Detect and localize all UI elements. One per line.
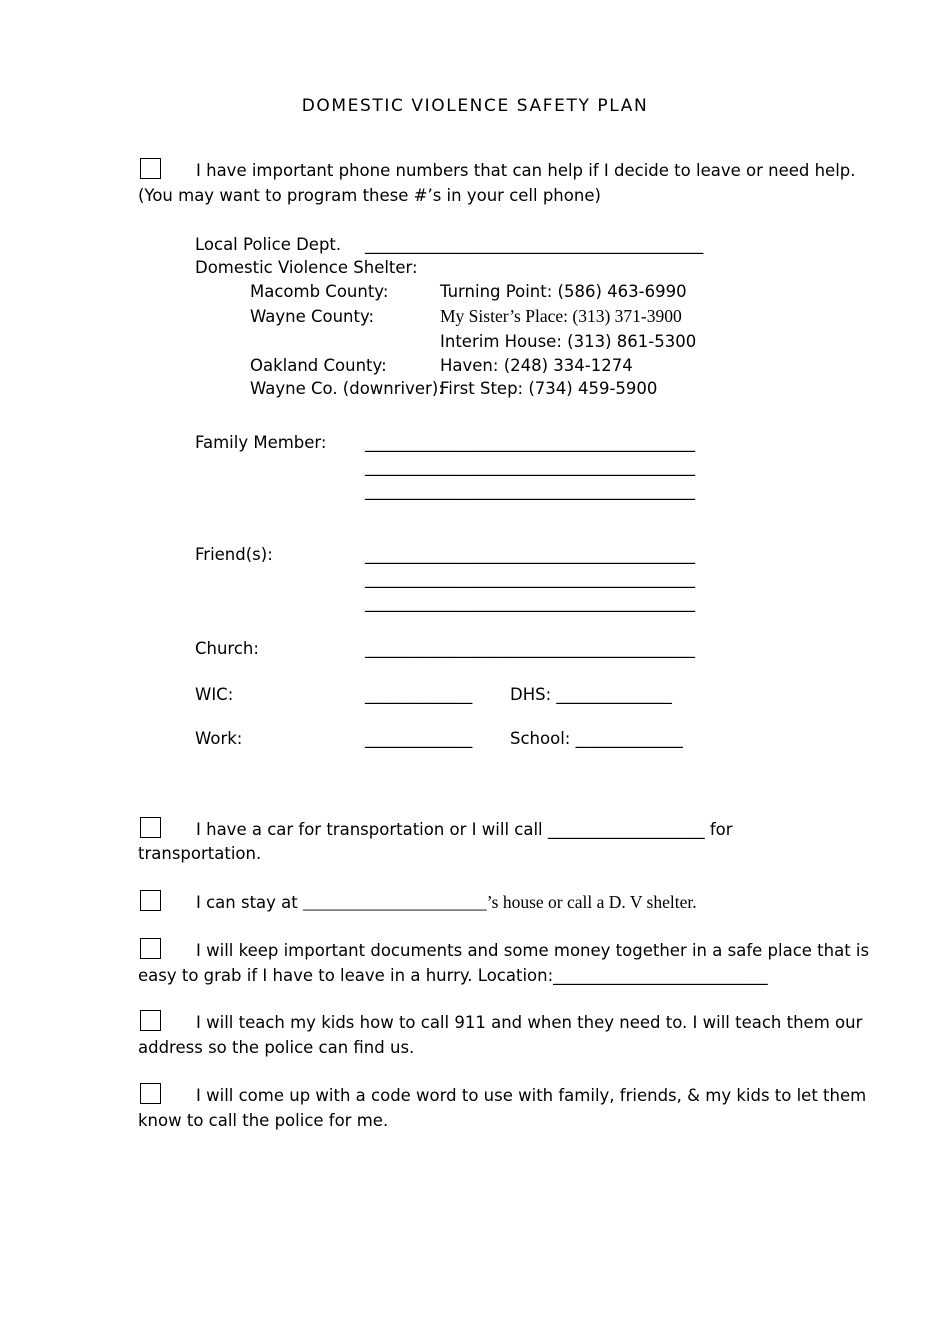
shelter-label: Domestic Violence Shelter: [195, 258, 418, 278]
checkbox-wrap-car [140, 817, 196, 843]
family-member-row-1 [195, 455, 950, 479]
page-title: DOMESTIC VIOLENCE SAFETY PLAN [301, 96, 649, 116]
shelter-county-1: Wayne County: [250, 307, 375, 327]
shelter-name-0: Turning Point: (586) 463-6990 [440, 282, 687, 302]
shelter-county-0: Macomb County: [250, 282, 389, 302]
checkbox-documents[interactable] [140, 938, 161, 959]
shelter-county-4: Wayne Co. (downriver): [250, 379, 444, 399]
family-member-label: Family Member: [195, 433, 327, 453]
local-police-label: Local Police Dept. [195, 234, 342, 254]
local-police-blank[interactable]: _________________________________________ [365, 234, 704, 254]
checkbox-code-word[interactable] [140, 1083, 161, 1104]
checkitem-kids-911 [0, 1010, 950, 1061]
checkitem-phone-numbers [0, 158, 950, 209]
checkitem-code-word-line2: know to call the police for me. [138, 1110, 389, 1130]
shelter-row-0 [250, 280, 950, 304]
checkitem-stay-blank[interactable]: _____________________ [303, 892, 487, 913]
family-member-row [195, 431, 950, 455]
wic-dhs-row [195, 683, 950, 707]
friends-blank-2[interactable]: ________________________________________ [365, 593, 695, 613]
checkitem-documents [0, 938, 950, 989]
checkbox-car[interactable] [140, 817, 161, 838]
document-page [0, 96, 950, 1326]
shelter-name-3: Haven: (248) 334-1274 [440, 355, 633, 375]
dhs-field[interactable]: DHS: ______________ [510, 684, 672, 704]
friends-blank-1[interactable]: ________________________________________ [365, 569, 695, 589]
checkitem-car [0, 817, 950, 868]
church-blank[interactable]: ________________________________________ [365, 638, 695, 658]
family-member-blank-2[interactable]: ________________________________________ [365, 481, 695, 501]
checkitem-car-text-after: for [709, 819, 733, 839]
work-label: Work: [195, 728, 243, 748]
checkitem-car-line2: transportation. [138, 844, 262, 864]
checkbox-kids-911[interactable] [140, 1010, 161, 1031]
checkitem-car-blank[interactable]: ___________________ [547, 819, 705, 839]
shelter-county-3: Oakland County: [250, 355, 387, 375]
family-member-row-2 [195, 479, 950, 503]
contacts-section [0, 233, 950, 751]
checkitem-documents-location-blank[interactable]: __________________________ [553, 965, 768, 985]
family-member-blank-0[interactable]: ________________________________________ [365, 433, 695, 453]
checkitem-phone-numbers-line2: (You may want to program these #’s in your cell phone) [138, 185, 601, 205]
checkitem-stay [0, 889, 950, 916]
friends-row-1 [195, 567, 950, 591]
checkitem-phone-numbers-line1: I have important phone numbers that can help if I decide to leave or need help. [196, 161, 856, 180]
work-school-row [195, 727, 950, 751]
checkbox-stay[interactable] [140, 890, 161, 911]
checkbox-wrap-documents [140, 938, 196, 964]
friends-blank-0[interactable]: ________________________________________ [365, 545, 695, 565]
shelter-row-2 [250, 330, 950, 354]
checkitem-documents-line1: I will keep important documents and some money together in a safe place that is [196, 940, 870, 960]
shelter-name-1: My Sister’s Place: (313) 371-3900 [440, 306, 682, 327]
church-row [195, 637, 950, 661]
church-label: Church: [195, 638, 259, 658]
shelter-row-3 [250, 354, 950, 378]
checkbox-wrap-code-word [140, 1083, 196, 1109]
shelter-row-1 [250, 304, 950, 329]
checkitem-kids-911-line1: I will teach my kids how to call 911 and when they need to. I will teach them our [196, 1013, 863, 1033]
shelter-name-2: Interim House: (313) 861-5300 [440, 331, 697, 351]
checkitem-stay-text-before: I can stay at [196, 893, 298, 913]
friends-row [195, 543, 950, 567]
friends-label: Friend(s): [195, 545, 273, 565]
checkbox-wrap-stay [140, 890, 196, 916]
friends-row-2 [195, 591, 950, 615]
shelter-name-4: First Step: (734) 459-5900 [440, 379, 658, 399]
checkitem-code-word [0, 1083, 950, 1134]
checkitem-documents-line2-before: easy to grab if I have to leave in a hurry. Location: [138, 965, 554, 985]
local-police-row [195, 233, 950, 257]
checkitem-kids-911-line2: address so the police can find us. [138, 1038, 415, 1058]
checkbox-wrap-kids-911 [140, 1010, 196, 1036]
wic-blank[interactable]: _____________ [365, 684, 473, 704]
work-blank[interactable]: _____________ [365, 728, 473, 748]
family-member-blank-1[interactable]: ________________________________________ [365, 457, 695, 477]
checkbox-phone-numbers[interactable] [140, 158, 161, 179]
school-field[interactable]: School: _____________ [510, 728, 683, 748]
checkitem-code-word-line1: I will come up with a code word to use with family, friends, & my kids to let them [196, 1085, 867, 1105]
checkitem-car-text-before: I have a car for transportation or I will call [196, 819, 543, 839]
checkitem-stay-text-after: ’s house or call a D. V shelter. [486, 892, 697, 913]
wic-label: WIC: [195, 684, 234, 704]
checkbox-wrap-phone-numbers [140, 158, 196, 184]
shelter-row-4 [250, 377, 950, 401]
